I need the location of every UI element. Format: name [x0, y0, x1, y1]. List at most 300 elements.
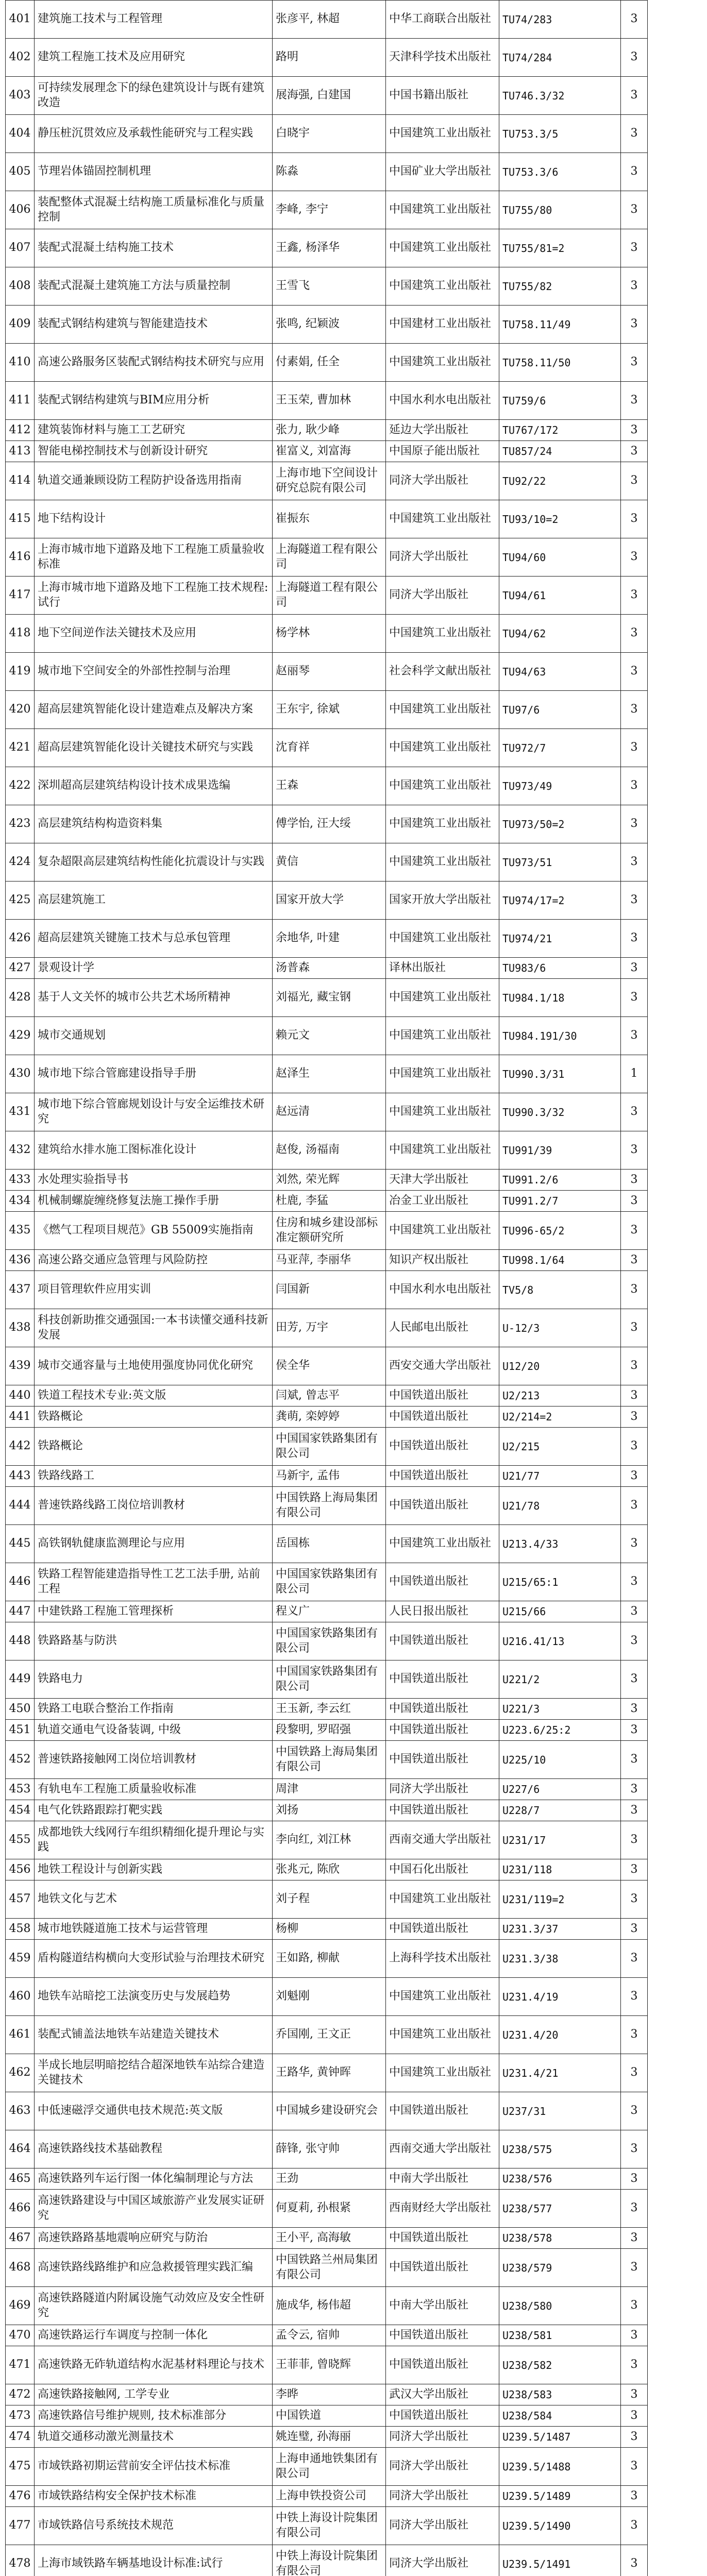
book-title: 半成长地层明暗挖结合超深地铁车站综合建造关键技术: [35, 2054, 273, 2092]
call-number: U238/584: [499, 2405, 621, 2427]
call-number: U213.4/33: [499, 1525, 621, 1563]
row-number: 451: [6, 1720, 35, 1741]
table-row: [6, 267, 648, 306]
book-author: 上海市地下空间设计研究总院有限公司: [273, 462, 386, 500]
book-title: 上海市城市地下道路及地下工程施工质量验收标准: [35, 538, 273, 577]
book-publisher: 中南大学出版社: [386, 2287, 499, 2325]
call-number: U238/575: [499, 2130, 621, 2168]
call-number: TU991.2/6: [499, 1170, 621, 1191]
table-row: [6, 420, 648, 441]
row-number: 459: [6, 1940, 35, 1978]
call-number: U2/215: [499, 1428, 621, 1466]
book-author: 侯全华: [273, 1347, 386, 1385]
book-author: 崔振东: [273, 500, 386, 538]
call-number: TU974/21: [499, 920, 621, 958]
row-number: 462: [6, 2054, 35, 2092]
book-author: 王森: [273, 767, 386, 805]
call-number: U215/66: [499, 1601, 621, 1622]
row-number: 453: [6, 1779, 35, 1800]
call-number: U221/3: [499, 1699, 621, 1720]
table-row: [6, 115, 648, 153]
table-row: [6, 2325, 648, 2346]
copy-count: 3: [621, 2054, 648, 2092]
book-author: 路明: [273, 39, 386, 77]
book-publisher: 中国建筑工业出版社: [386, 2054, 499, 2092]
row-number: 467: [6, 2228, 35, 2249]
book-author: 王东宇, 徐斌: [273, 691, 386, 729]
call-number: U2/213: [499, 1385, 621, 1406]
book-title: 高层建筑施工: [35, 882, 273, 920]
book-publisher: 天津科学技术出版社: [386, 39, 499, 77]
book-publisher: 中国铁道出版社: [386, 1385, 499, 1406]
table-row: [6, 2130, 648, 2168]
book-publisher: 西南财经大学出版社: [386, 2190, 499, 2228]
book-author: 王劲: [273, 2168, 386, 2190]
book-author: 中国国家铁路集团有限公司: [273, 1622, 386, 1660]
table-row: [6, 1017, 648, 1055]
table-row: [6, 1525, 648, 1563]
copy-count: 3: [621, 1170, 648, 1191]
copy-count: 3: [621, 1487, 648, 1525]
book-title: 地铁车站暗挖工法演变历史与发展趋势: [35, 1978, 273, 2016]
table-row: [6, 691, 648, 729]
call-number: U231/119=2: [499, 1880, 621, 1919]
book-author: 岳国栋: [273, 1525, 386, 1563]
book-title: 复杂超限高层建筑结构性能化抗震设计与实践: [35, 843, 273, 882]
book-author: 陈淼: [273, 153, 386, 191]
copy-count: 3: [621, 2130, 648, 2168]
copy-count: 3: [621, 1131, 648, 1170]
book-title: 项目管理软件应用实训: [35, 1271, 273, 1309]
row-number: 406: [6, 191, 35, 229]
book-title: 景观设计学: [35, 958, 273, 979]
book-title: 高速铁路隧道内附属设施气动效应及安全性研究: [35, 2287, 273, 2325]
table-row: [6, 2016, 648, 2054]
call-number: U227/6: [499, 1779, 621, 1800]
row-number: 463: [6, 2092, 35, 2130]
book-title: 地下空间逆作法关键技术及应用: [35, 615, 273, 653]
copy-count: 3: [621, 958, 648, 979]
call-number: TU996-65/2: [499, 1212, 621, 1250]
book-publisher: 中国建筑工业出版社: [386, 344, 499, 382]
book-publisher: 中国建筑工业出版社: [386, 1093, 499, 1131]
book-title: 轨道交通移动激光测量技术: [35, 2427, 273, 2448]
copy-count: 3: [621, 153, 648, 191]
book-title: 装配式混凝土结构施工技术: [35, 229, 273, 267]
book-title: 城市交通容量与土地使用强度协同优化研究: [35, 1347, 273, 1385]
book-author: 王玉新, 李云红: [273, 1699, 386, 1720]
table-row: [6, 500, 648, 538]
book-title: 静压桩沉贯效应及承载性能研究与工程实践: [35, 115, 273, 153]
book-title: 高铁钢轨健康监测理论与应用: [35, 1525, 273, 1563]
book-publisher: 天津大学出版社: [386, 1170, 499, 1191]
book-publisher: 中国建筑工业出版社: [386, 191, 499, 229]
copy-count: 3: [621, 767, 648, 805]
row-number: 441: [6, 1406, 35, 1428]
call-number: TU983/6: [499, 958, 621, 979]
row-number: 461: [6, 2016, 35, 2054]
row-number: 460: [6, 1978, 35, 2016]
book-publisher: 中国建筑工业出版社: [386, 843, 499, 882]
copy-count: 3: [621, 1017, 648, 1055]
book-author: 赖元文: [273, 1017, 386, 1055]
copy-count: 3: [621, 691, 648, 729]
book-author: 何夏莉, 孙根紧: [273, 2190, 386, 2228]
row-number: 473: [6, 2405, 35, 2427]
book-author: 程义广: [273, 1601, 386, 1622]
table-row: [6, 2448, 648, 2486]
call-number: TU755/80: [499, 191, 621, 229]
table-row: [6, 767, 648, 805]
copy-count: 3: [621, 2545, 648, 2576]
book-publisher: 中国铁道出版社: [386, 1406, 499, 1428]
book-author: 汤普森: [273, 958, 386, 979]
book-author: 傅学怡, 汪大绥: [273, 805, 386, 843]
call-number: TU991/39: [499, 1131, 621, 1170]
book-publisher: 中国水利水电出版社: [386, 1271, 499, 1309]
book-publisher: 中国建筑工业出版社: [386, 979, 499, 1017]
table-row: [6, 1859, 648, 1880]
book-publisher: 同济大学出版社: [386, 2486, 499, 2507]
book-author: 王雪飞: [273, 267, 386, 306]
book-title: 城市地下综合管廊规划设计与安全运维技术研究: [35, 1093, 273, 1131]
book-publisher: 社会科学文献出版社: [386, 653, 499, 691]
row-number: 468: [6, 2249, 35, 2287]
copy-count: 3: [621, 2405, 648, 2427]
call-number: U239.5/1490: [499, 2507, 621, 2545]
book-publisher: 中国铁道出版社: [386, 1428, 499, 1466]
copy-count: 3: [621, 1800, 648, 1821]
call-number: U231/118: [499, 1859, 621, 1880]
book-author: 中国铁路兰州局集团有限公司: [273, 2249, 386, 2287]
book-publisher: 西南交通大学出版社: [386, 1821, 499, 1859]
row-number: 477: [6, 2507, 35, 2545]
row-number: 415: [6, 500, 35, 538]
copy-count: 3: [621, 77, 648, 115]
book-publisher: 中国铁道出版社: [386, 1919, 499, 1940]
book-publisher: 冶金工业出版社: [386, 1191, 499, 1212]
book-author: 展海强, 白建国: [273, 77, 386, 115]
book-publisher: 同济大学出版社: [386, 1779, 499, 1800]
row-number: 409: [6, 306, 35, 344]
table-row: [6, 843, 648, 882]
call-number: U239.5/1487: [499, 2427, 621, 2448]
book-title: 高速铁路运行车调度与控制一体化: [35, 2325, 273, 2346]
call-number: TU746.3/32: [499, 77, 621, 115]
book-title: 超高层建筑智能化设计关键技术研究与实践: [35, 729, 273, 767]
call-number: U215/65:1: [499, 1563, 621, 1601]
book-publisher: 延边大学出版社: [386, 420, 499, 441]
book-author: 闫国新: [273, 1271, 386, 1309]
row-number: 403: [6, 77, 35, 115]
row-number: 449: [6, 1660, 35, 1699]
call-number: TU972/7: [499, 729, 621, 767]
call-number: U231.4/21: [499, 2054, 621, 2092]
row-number: 437: [6, 1271, 35, 1309]
copy-count: 3: [621, 229, 648, 267]
book-publisher: 同济大学出版社: [386, 2507, 499, 2545]
call-number: TU753.3/6: [499, 153, 621, 191]
book-author: 住房和城乡建设部标准定额研究所: [273, 1212, 386, 1250]
table-row: [6, 1212, 648, 1250]
row-number: 478: [6, 2545, 35, 2576]
copy-count: 3: [621, 1563, 648, 1601]
book-publisher: 人民邮电出版社: [386, 1309, 499, 1347]
copy-count: 3: [621, 1385, 648, 1406]
copy-count: 3: [621, 2346, 648, 2384]
book-author: 上海申通地铁集团有限公司: [273, 2448, 386, 2486]
book-title: 电气化铁路跟踪打靶实践: [35, 1800, 273, 1821]
row-number: 465: [6, 2168, 35, 2190]
call-number: U239.5/1488: [499, 2448, 621, 2486]
book-author: 付素娟, 任全: [273, 344, 386, 382]
copy-count: 1: [621, 1055, 648, 1093]
book-publisher: 武汉大学出版社: [386, 2384, 499, 2405]
table-row: [6, 1660, 648, 1699]
book-title: 装配式混凝土建筑施工方法与质量控制: [35, 267, 273, 306]
copy-count: 3: [621, 2190, 648, 2228]
row-number: 426: [6, 920, 35, 958]
book-author: 乔国刚, 王文正: [273, 2016, 386, 2054]
row-number: 440: [6, 1385, 35, 1406]
book-title: 高速公路交通应急管理与风险防控: [35, 1250, 273, 1271]
row-number: 476: [6, 2486, 35, 2507]
book-publisher: 同济大学出版社: [386, 577, 499, 615]
table-row: [6, 1093, 648, 1131]
table-row: [6, 1191, 648, 1212]
row-number: 404: [6, 115, 35, 153]
book-title: 轨道交通兼顾设防工程防护设备选用指南: [35, 462, 273, 500]
table-row: [6, 344, 648, 382]
row-number: 425: [6, 882, 35, 920]
book-author: 上海隧道工程有限公司: [273, 577, 386, 615]
row-number: 474: [6, 2427, 35, 2448]
book-author: 刘福光, 藏宝钢: [273, 979, 386, 1017]
row-number: 413: [6, 441, 35, 462]
row-number: 455: [6, 1821, 35, 1859]
call-number: TU973/49: [499, 767, 621, 805]
book-publisher: 中国建筑工业出版社: [386, 229, 499, 267]
book-publisher: 中国建筑工业出版社: [386, 115, 499, 153]
row-number: 430: [6, 1055, 35, 1093]
row-number: 470: [6, 2325, 35, 2346]
book-title: 高速铁路建设与中国区域旅游产业发展实证研究: [35, 2190, 273, 2228]
book-author: 马亚萍, 李丽华: [273, 1250, 386, 1271]
table-row: [6, 2346, 648, 2384]
book-title: 中低速磁浮交通供电技术规范:英文版: [35, 2092, 273, 2130]
call-number: U231.3/37: [499, 1919, 621, 1940]
table-row: [6, 2190, 648, 2228]
book-author: 薛锋, 张守帅: [273, 2130, 386, 2168]
copy-count: 3: [621, 39, 648, 77]
book-publisher: 中国铁道出版社: [386, 1487, 499, 1525]
book-author: 赵泽生: [273, 1055, 386, 1093]
book-title: 上海市域铁路车辆基地设计标准:试行: [35, 2545, 273, 2576]
row-number: 450: [6, 1699, 35, 1720]
book-publisher: 中国建筑工业出版社: [386, 1525, 499, 1563]
catalog-table: [5, 0, 648, 2576]
copy-count: 3: [621, 2228, 648, 2249]
book-author: 田芳, 万宇: [273, 1309, 386, 1347]
book-publisher: 中国建筑工业出版社: [386, 767, 499, 805]
table-row: [6, 1720, 648, 1741]
call-number: TU758.11/49: [499, 306, 621, 344]
table-row: [6, 2287, 648, 2325]
row-number: 417: [6, 577, 35, 615]
copy-count: 3: [621, 2448, 648, 2486]
book-publisher: 同济大学出版社: [386, 538, 499, 577]
row-number: 447: [6, 1601, 35, 1622]
table-row: [6, 958, 648, 979]
row-number: 405: [6, 153, 35, 191]
book-title: 超高层建筑智能化设计建造难点及解决方案: [35, 691, 273, 729]
book-author: 中铁上海设计院集团有限公司: [273, 2545, 386, 2576]
copy-count: 3: [621, 1660, 648, 1699]
book-publisher: 中国建筑工业出版社: [386, 1017, 499, 1055]
book-author: 李向红, 刘江林: [273, 1821, 386, 1859]
book-author: 崔富义, 刘富海: [273, 441, 386, 462]
call-number: U238/579: [499, 2249, 621, 2287]
book-publisher: 人民日报出版社: [386, 1601, 499, 1622]
book-title: 高层建筑结构构造资料集: [35, 805, 273, 843]
copy-count: 3: [621, 1525, 648, 1563]
table-row: [6, 1919, 648, 1940]
book-publisher: 中国建筑工业出版社: [386, 1880, 499, 1919]
book-title: 装配式钢结构建筑与BIM应用分析: [35, 382, 273, 420]
copy-count: 3: [621, 1406, 648, 1428]
call-number: TU755/81=2: [499, 229, 621, 267]
book-title: 高速铁路线路维护和应急救援管理实践汇编: [35, 2249, 273, 2287]
book-publisher: 国家开放大学出版社: [386, 882, 499, 920]
table-row: [6, 1699, 648, 1720]
row-number: 457: [6, 1880, 35, 1919]
row-number: 438: [6, 1309, 35, 1347]
book-author: 王玉荣, 曹加林: [273, 382, 386, 420]
book-author: 赵俊, 汤福南: [273, 1131, 386, 1170]
book-title: 普速铁路线路工岗位培训教材: [35, 1487, 273, 1525]
copy-count: 3: [621, 1779, 648, 1800]
copy-count: 3: [621, 500, 648, 538]
copy-count: 3: [621, 1250, 648, 1271]
row-number: 408: [6, 267, 35, 306]
book-author: 施成华, 杨伟超: [273, 2287, 386, 2325]
call-number: TU94/61: [499, 577, 621, 615]
copy-count: 3: [621, 2016, 648, 2054]
book-title: 铁路工程智能建造指导性工艺工法手册, 站前工程: [35, 1563, 273, 1601]
table-row: [6, 306, 648, 344]
call-number: U221/2: [499, 1660, 621, 1699]
book-title: 铁路工电联合整治工作指南: [35, 1699, 273, 1720]
call-number: TU94/60: [499, 538, 621, 577]
book-author: 中国城乡建设研究会: [273, 2092, 386, 2130]
row-number: 427: [6, 958, 35, 979]
book-publisher: 中国建材工业出版社: [386, 306, 499, 344]
book-publisher: 西南交通大学出版社: [386, 2130, 499, 2168]
row-number: 401: [6, 1, 35, 39]
row-number: 456: [6, 1859, 35, 1880]
table-row: [6, 805, 648, 843]
call-number: U223.6/25:2: [499, 1720, 621, 1741]
book-publisher: 中国建筑工业出版社: [386, 920, 499, 958]
table-row: [6, 1466, 648, 1487]
call-number: TU973/51: [499, 843, 621, 882]
book-publisher: 中国建筑工业出版社: [386, 729, 499, 767]
row-number: 414: [6, 462, 35, 500]
book-title: 超高层建筑关键施工技术与总承包管理: [35, 920, 273, 958]
copy-count: 3: [621, 1622, 648, 1660]
book-author: 张兆元, 陈欣: [273, 1859, 386, 1880]
book-author: 段黎明, 罗昭强: [273, 1720, 386, 1741]
book-publisher: 中国建筑工业出版社: [386, 615, 499, 653]
row-number: 443: [6, 1466, 35, 1487]
book-author: 赵远清: [273, 1093, 386, 1131]
copy-count: 3: [621, 2507, 648, 2545]
row-number: 431: [6, 1093, 35, 1131]
call-number: U238/576: [499, 2168, 621, 2190]
book-title: 高速铁路路基地震响应研究与防治: [35, 2228, 273, 2249]
copy-count: 3: [621, 2092, 648, 2130]
call-number: TU984.1/18: [499, 979, 621, 1017]
book-publisher: 中国铁道出版社: [386, 2228, 499, 2249]
book-title: 节理岩体锚固控制机理: [35, 153, 273, 191]
book-title: 地下结构设计: [35, 500, 273, 538]
copy-count: 3: [621, 1347, 648, 1385]
book-publisher: 中国建筑工业出版社: [386, 267, 499, 306]
row-number: 434: [6, 1191, 35, 1212]
row-number: 402: [6, 39, 35, 77]
table-row: [6, 1940, 648, 1978]
book-publisher: 中国铁道出版社: [386, 1563, 499, 1601]
call-number: TV5/8: [499, 1271, 621, 1309]
book-author: 刘子程: [273, 1880, 386, 1919]
copy-count: 3: [621, 1699, 648, 1720]
table-row: [6, 920, 648, 958]
copy-count: 3: [621, 2427, 648, 2448]
book-title: 高速铁路线技术基础教程: [35, 2130, 273, 2168]
copy-count: 3: [621, 1212, 648, 1250]
table-row: [6, 191, 648, 229]
book-title: 高速铁路无砟轨道结构水泥基材料理论与技术: [35, 2346, 273, 2384]
table-row: [6, 229, 648, 267]
book-author: 中国国家铁路集团有限公司: [273, 1428, 386, 1466]
book-publisher: 中国建筑工业出版社: [386, 805, 499, 843]
book-title: 装配式铺盖法地铁车站建造关键技术: [35, 2016, 273, 2054]
copy-count: 3: [621, 2486, 648, 2507]
book-title: 机械制螺旋缠绕修复法施工操作手册: [35, 1191, 273, 1212]
row-number: 448: [6, 1622, 35, 1660]
copy-count: 3: [621, 382, 648, 420]
book-author: 杨柳: [273, 1919, 386, 1940]
book-title: 成都地铁大线网行车组织精细化提升理论与实践: [35, 1821, 273, 1859]
book-author: 杜鹿, 李猛: [273, 1191, 386, 1212]
row-number: 428: [6, 979, 35, 1017]
book-title: 智能电梯控制技术与创新设计研究: [35, 441, 273, 462]
table-row: [6, 2507, 648, 2545]
copy-count: 3: [621, 1919, 648, 1940]
book-title: 建筑给水排水施工图标准化设计: [35, 1131, 273, 1170]
book-author: 上海申铁投资公司: [273, 2486, 386, 2507]
book-publisher: 中国铁道出版社: [386, 2249, 499, 2287]
book-title: 基于人文关怀的城市公共艺术场所精神: [35, 979, 273, 1017]
row-number: 469: [6, 2287, 35, 2325]
book-title: 深圳超高层建筑结构设计技术成果选编: [35, 767, 273, 805]
book-author: 杨学林: [273, 615, 386, 653]
call-number: TU857/24: [499, 441, 621, 462]
book-title: 高速铁路列车运行图一体化编制理论与方法: [35, 2168, 273, 2190]
call-number: TU97/6: [499, 691, 621, 729]
row-number: 442: [6, 1428, 35, 1466]
copy-count: 3: [621, 344, 648, 382]
